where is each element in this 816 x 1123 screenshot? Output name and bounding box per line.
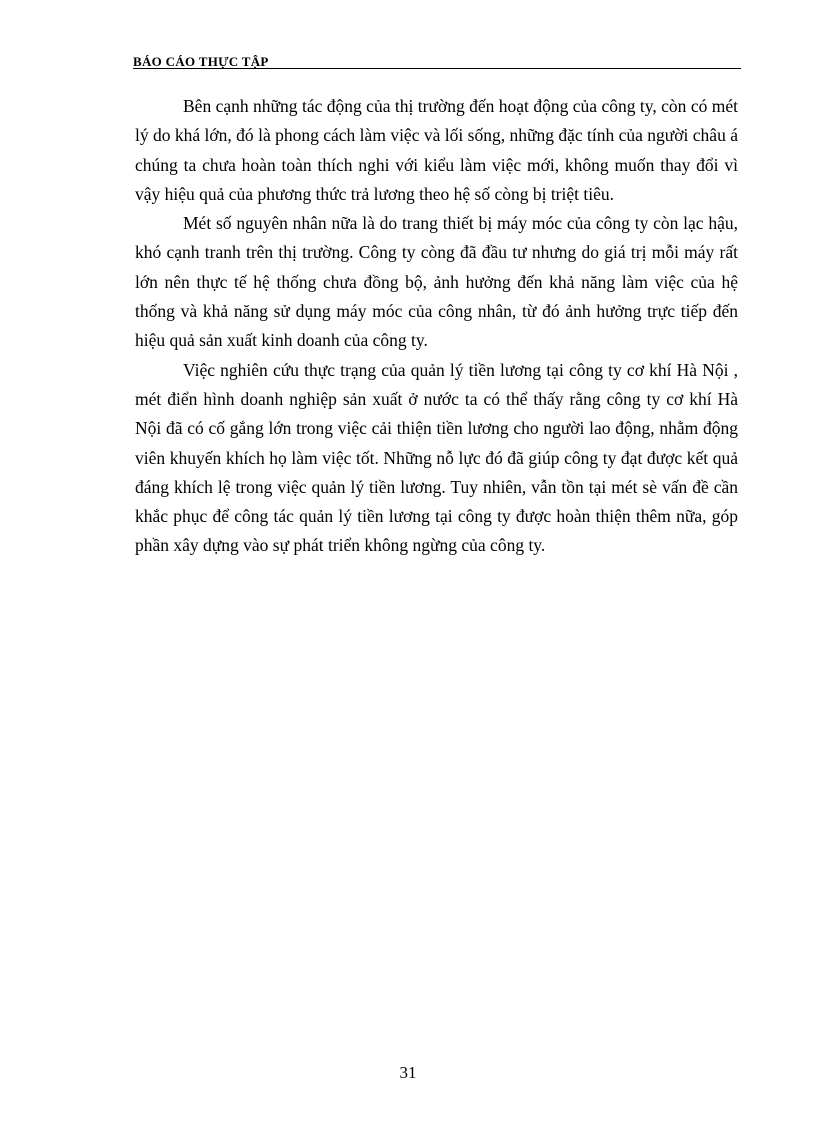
paragraph: Bên cạnh những tác động của thị trường đến hoạt động của công ty, còn có mét lý do khá lớn, đó là phong cách làm việc và lối sống, những đặc tính của người châu á chúng ta chưa hoàn toàn thích nghi với kiểu làm việc mới, không muốn thay đổi vì vậy hiệu quả của phương thức trả lương theo hệ số còng bị triệt tiêu. bbox=[135, 96, 738, 204]
page-number: 31 bbox=[399, 1063, 417, 1082]
paragraph: Mét số nguyên nhân nữa là do trang thiết bị máy móc của công ty còn lạc hậu, khó cạnh tranh trên thị trường. Công ty còng đã đầu tư nhưng do giá trị mỗi máy rất lớn nên thực tế hệ thống chưa đồng bộ, ảnh hưởng đến khả năng làm việc của hệ thống và khả năng sử dụng máy móc của công nhân, từ đó ảnh hưởng trực tiếp đến hiệu quả sản xuất kinh doanh của công ty. bbox=[135, 213, 738, 351]
document-body bbox=[135, 92, 738, 561]
header-title: BÁO CÁO THỰC TẬP bbox=[133, 54, 269, 69]
paragraph: Việc nghiên cứu thực trạng của quản lý tiền lương tại công ty cơ khí Hà Nội , mét điển hình doanh nghiệp sản xuất ở nước ta có thể thấy rằng công ty cơ khí Hà Nội đã có cố gắng lớn trong việc cải thiện tiền lương cho người lao động, nhằm động viên khuyến khích họ làm việc tốt. Những nỗ lực đó đã giúp công ty đạt được kết quả đáng khích lệ trong việc quản lý tiền lương. Tuy nhiên, vẫn tồn tại mét sè vấn đề cần khắc phục để công tác quản lý tiền lương tại công ty được hoàn thiện thêm nữa, góp phần xây dựng vào sự phát triển không ngừng của công ty. bbox=[135, 359, 738, 556]
page-header bbox=[133, 50, 741, 69]
